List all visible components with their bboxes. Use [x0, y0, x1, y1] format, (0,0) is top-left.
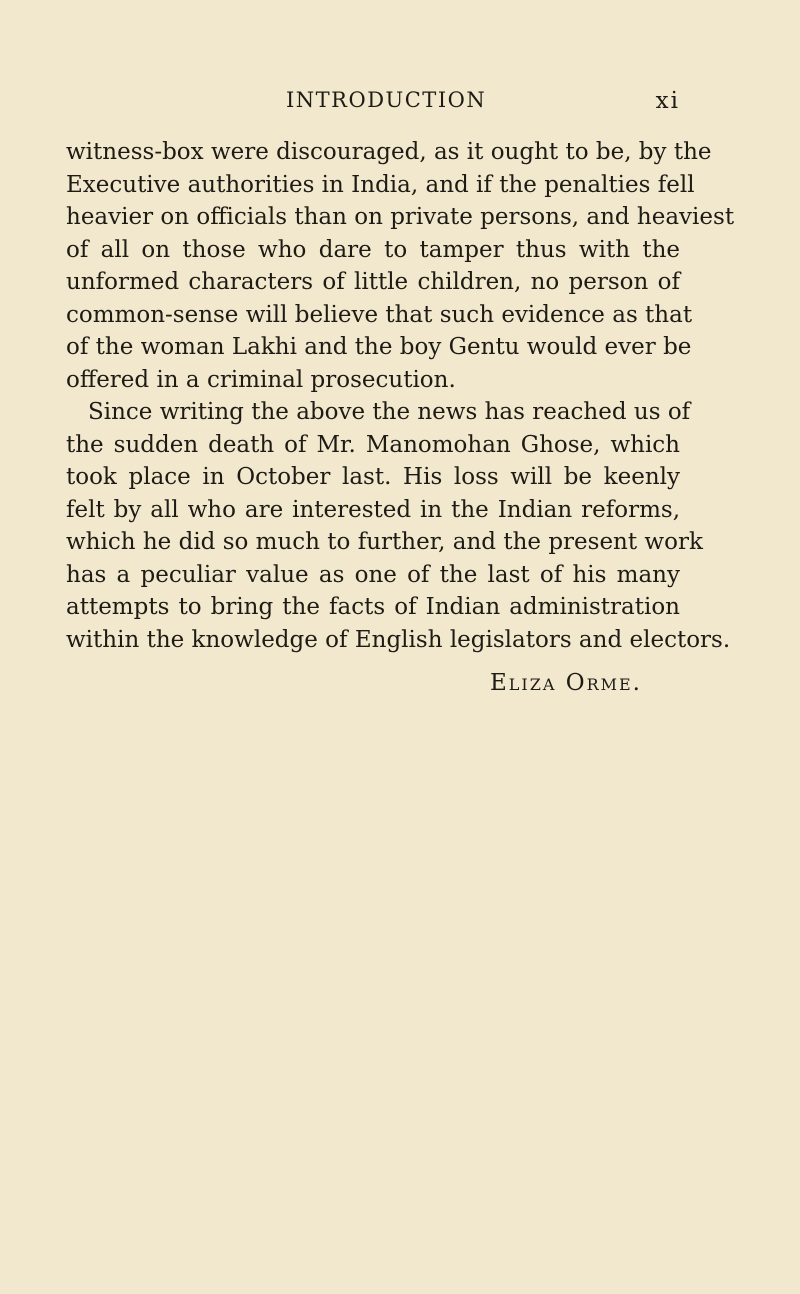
text-line: Since writing the above the news has reached us of	[88, 399, 691, 425]
text-line: the sudden death of Mr. Manomohan Ghose, which	[66, 431, 680, 458]
text-line: has a peculiar value as one of the last of his many	[66, 561, 680, 588]
text-line: attempts to bring the facts of Indian administration	[66, 594, 680, 620]
text-line: took place in October last. His loss will be keenly	[66, 464, 680, 490]
running-title: INTRODUCTION	[286, 88, 487, 112]
running-head	[66, 88, 680, 116]
text-line: of all on those who dare to tamper thus with the	[66, 236, 680, 263]
text-line: Executive authorities in India, and if the penalties fell	[66, 171, 695, 198]
text-line: felt by all who are interested in the Indian reforms,	[66, 496, 680, 523]
text-line: common-sense will believe that such evidence as that	[66, 301, 693, 328]
author-signature: Eliza Orme.	[490, 670, 642, 696]
text-line: of the woman Lakhi and the boy Gentu would ever be	[66, 334, 692, 360]
paragraph-2	[66, 396, 731, 656]
text-line: which he did so much to further, and the present work	[66, 529, 703, 555]
text-line: offered in a criminal prosecution.	[66, 366, 456, 393]
text-line: heavier on officials than on private persons, and heaviest	[66, 204, 735, 230]
text-line: within the knowledge of English legislators and electors.	[66, 626, 731, 653]
body-text	[66, 136, 735, 656]
text-line: unformed characters of little children, no person of	[66, 269, 680, 295]
page-number: xi	[655, 88, 680, 114]
text-line: witness-box were discouraged, as it ought to be, by the	[66, 139, 712, 165]
paragraph-1	[66, 136, 735, 396]
